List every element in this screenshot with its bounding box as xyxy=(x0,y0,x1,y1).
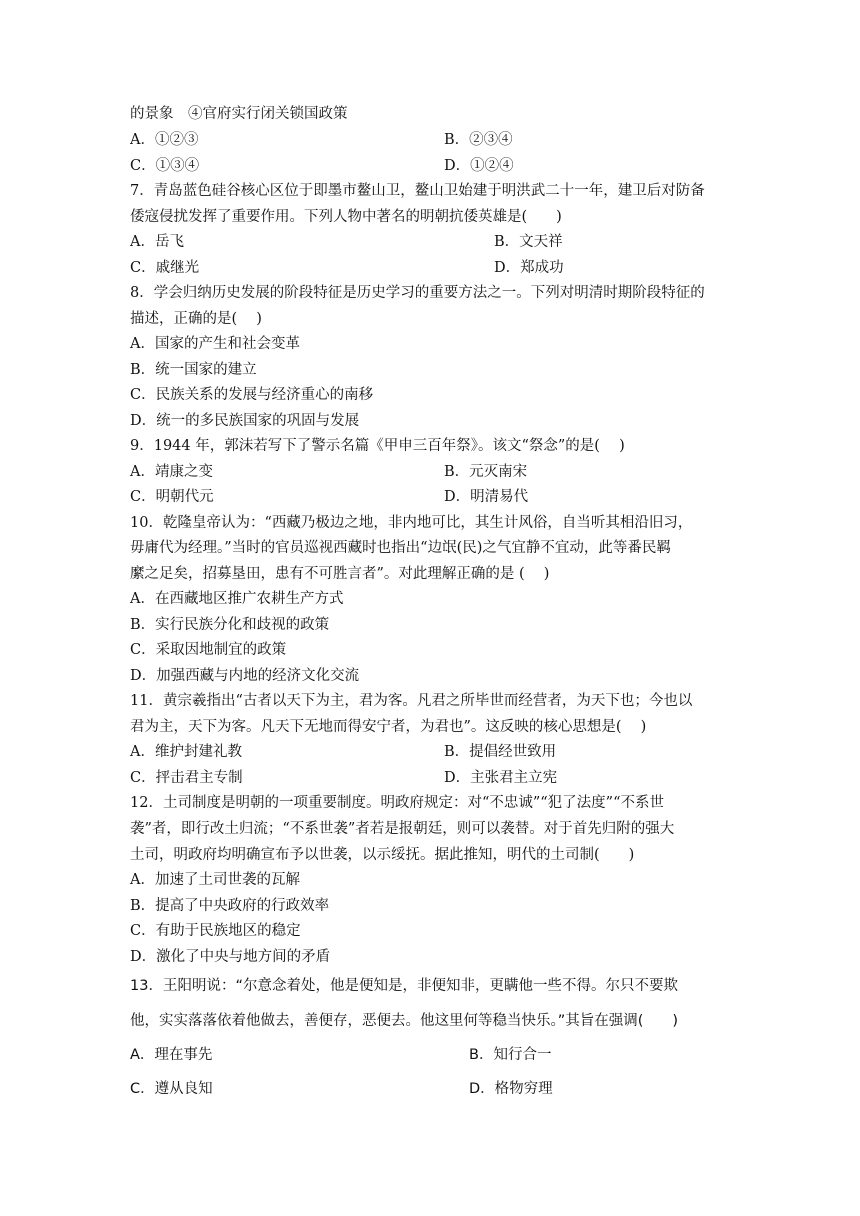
q12-option-c: C．有助于民族地区的稳定 xyxy=(130,923,301,939)
q13-option-a: A．理在事先 xyxy=(130,1047,213,1063)
q8-option-c: C．民族关系的发展与经济重心的南移 xyxy=(130,387,374,403)
q12-option-d: D．激化了中央与地方间的矛盾 xyxy=(130,949,331,965)
q11-stem-line-1: 11．黄宗羲指出“古者以天下为主，君为客。凡君之所毕世而经营者，为天下也；今也以 xyxy=(130,693,693,709)
q13-option-d: D．格物穷理 xyxy=(469,1081,553,1097)
q13-option-b: B．知行合一 xyxy=(469,1047,552,1063)
q8-option-a: A．国家的产生和社会变革 xyxy=(130,336,300,352)
q10-stem-line-2: 毋庸代为经理。”当时的官员巡视西藏时也指出“边氓(民)之气宜静不宜动，此等番民羁 xyxy=(130,540,671,556)
q8-stem-line-1: 8．学会归纳历史发展的阶段特征是历史学习的重要方法之一。下列对明清时期阶段特征的 xyxy=(130,285,705,301)
q10-option-b: B．实行民族分化和歧视的政策 xyxy=(130,617,330,633)
q9-stem-line-1: 9．1944 年，郭沫若写下了警示名篇《甲申三百年祭》。该文“祭念”的是( ) xyxy=(130,438,625,454)
q12-option-a: A．加速了土司世袭的瓦解 xyxy=(130,872,300,888)
prev-option-a: A．①②③ xyxy=(130,132,199,148)
q11-option-c: C．抨击君主专制 xyxy=(130,770,243,786)
q13-stem-line-1: 13．王阳明说：“尔意念着处，他是便知是，非便知非，更瞒他一些不得。尔只不要欺 xyxy=(130,978,678,994)
q7-option-a: A．岳飞 xyxy=(130,234,184,250)
q9-option-c: C．明朝代元 xyxy=(130,489,214,505)
q12-stem-line-2: 袭”者，即行改土归流；“不系世袭”者若是报朝廷，则可以袭替。对于首先归附的强大 xyxy=(130,821,675,837)
q9-option-b: B．元灭南宋 xyxy=(444,464,528,480)
q8-option-b: B．统一国家的建立 xyxy=(130,362,257,378)
q9-option-a: A．靖康之变 xyxy=(130,464,213,480)
q8-option-d: D．统一的多民族国家的巩固与发展 xyxy=(130,413,360,429)
q10-option-d: D．加强西藏与内地的经济文化交流 xyxy=(130,668,360,684)
q7-option-b: B．文天祥 xyxy=(494,234,563,250)
prev-option-d: D．①②④ xyxy=(444,158,514,174)
prev-option-c: C．①③④ xyxy=(130,158,200,174)
q13-stem-line-2: 他，实实落落依着他做去，善便存，恶便去。他这里何等稳当快乐。”其旨在强调( ) xyxy=(130,1013,679,1029)
q7-option-c: C．戚继光 xyxy=(130,260,200,276)
q10-option-a: A．在西藏地区推广农耕生产方式 xyxy=(130,591,344,607)
q10-option-c: C．采取因地制宜的政策 xyxy=(130,642,287,658)
q7-stem-line-1: 7．青岛蓝色硅谷核心区位于即墨市鳌山卫，鳌山卫始建于明洪武二十一年，建卫后对防备 xyxy=(130,183,705,199)
q7-stem-line-2: 倭寇侵扰发挥了重要作用。下列人物中著名的明朝抗倭英雄是( ) xyxy=(130,209,562,225)
q10-stem-line-1: 10．乾隆皇帝认为：“西藏乃极边之地，非内地可比，其生计风俗，自当听其相沿旧习， xyxy=(130,515,693,531)
prev-question-tail: 的景象 ④官府实行闭关锁国政策 xyxy=(130,106,348,122)
q8-stem-line-2: 描述，正确的是( ) xyxy=(130,311,262,327)
q7-option-d: D．郑成功 xyxy=(494,260,564,276)
q12-stem-line-1: 12．土司制度是明朝的一项重要制度。明政府规定：对“不忠诚”“犯了法度”“不系世 xyxy=(130,795,665,811)
q10-stem-line-3: 縻之足矣，招募垦田，患有不可胜言者”。对此理解正确的是 ( ) xyxy=(130,566,550,582)
q11-option-a: A．维护封建礼教 xyxy=(130,744,242,760)
q9-option-d: D．明清易代 xyxy=(444,489,529,505)
q12-stem-line-3: 土司，明政府均明确宣布予以世袭，以示绥抚。据此推知，明代的土司制( ) xyxy=(130,847,635,863)
q12-option-b: B．提高了中央政府的行政效率 xyxy=(130,898,330,914)
prev-option-b: B．②③④ xyxy=(444,132,513,148)
q11-stem-line-2: 君为主，天下为客。凡天下无地而得安宁者，为君也”。这反映的核心思想是( ) xyxy=(130,719,647,735)
q11-option-b: B．提倡经世致用 xyxy=(444,744,557,760)
q11-option-d: D．主张君主立宪 xyxy=(444,770,558,786)
q13-option-c: C．遵从良知 xyxy=(130,1081,213,1097)
